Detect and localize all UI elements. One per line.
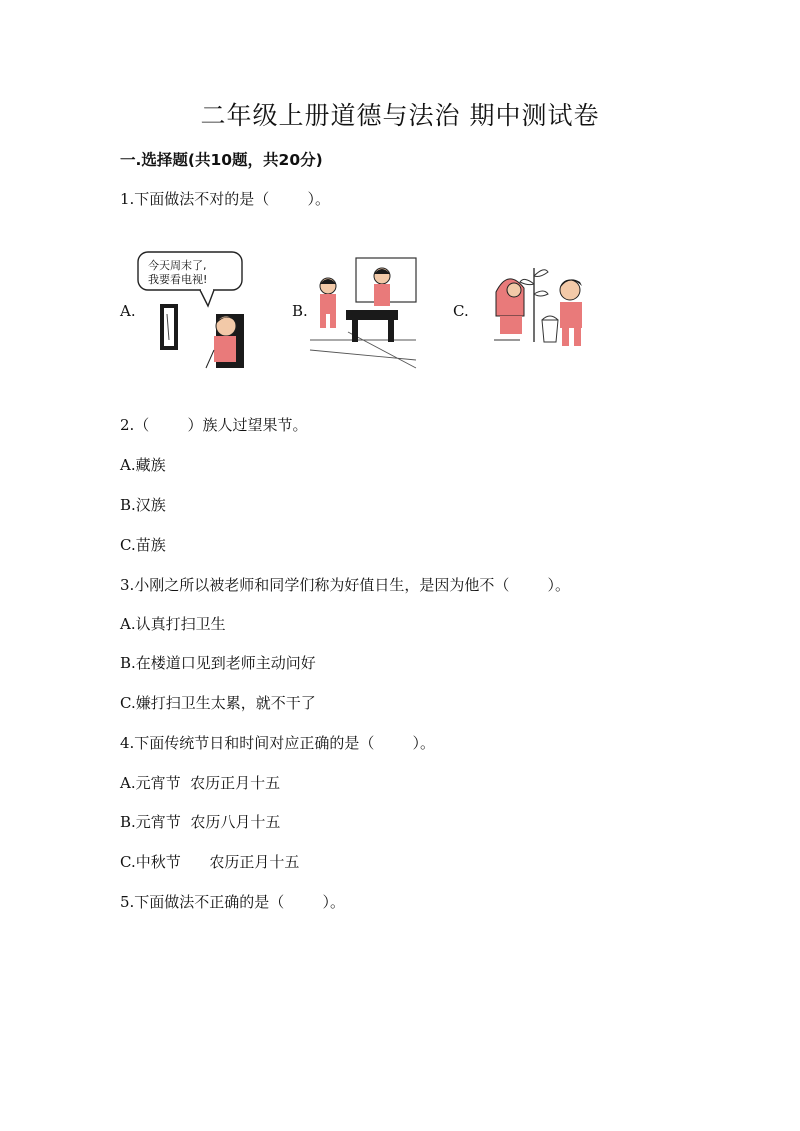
question-4-option-b: B.元宵节 农历八月十五: [120, 813, 281, 831]
question-2-option-a: A.藏族: [120, 456, 166, 474]
option-a-label: A.: [120, 302, 136, 320]
question-4-stem: 4.下面传统节日和时间对应正确的是（ ）。: [120, 734, 435, 752]
option-c-label: C.: [453, 302, 469, 320]
question-1-stem: 1.下面做法不对的是（ ）。: [120, 190, 330, 208]
question-3-stem: 3.小刚之所以被老师和同学们称为好值日生，是因为他不（ ）。: [120, 576, 570, 594]
question-4-option-a: A.元宵节 农历正月十五: [120, 774, 281, 792]
question-3-option-b: B.在楼道口见到老师主动问好: [120, 654, 316, 672]
question-2-option-b: B.汉族: [120, 496, 166, 514]
option-b-label: B.: [292, 302, 308, 320]
question-3-option-a: A.认真打扫卫生: [120, 615, 226, 633]
question-3-option-c: C.嫌打扫卫生太累，就不干了: [120, 694, 316, 712]
question-2-option-c: C.苗族: [120, 536, 166, 554]
question-5-stem: 5.下面做法不正确的是（ ）。: [120, 893, 345, 911]
option-b-illustration: [308, 252, 418, 370]
section-heading: 一.选择题(共10题，共20分): [120, 151, 323, 169]
bubble-line-2: 我要看电视!: [148, 273, 208, 286]
page-title: 二年级上册道德与法治 期中测试卷: [200, 101, 600, 130]
question-4-option-c: C.中秋节 农历正月十五: [120, 853, 300, 871]
option-a-illustration: [136, 250, 248, 370]
bubble-line-1: 今天周末了,: [148, 259, 207, 272]
question-2-stem: 2.（ ）族人过望果节。: [120, 416, 308, 434]
option-c-illustration: [490, 258, 602, 354]
